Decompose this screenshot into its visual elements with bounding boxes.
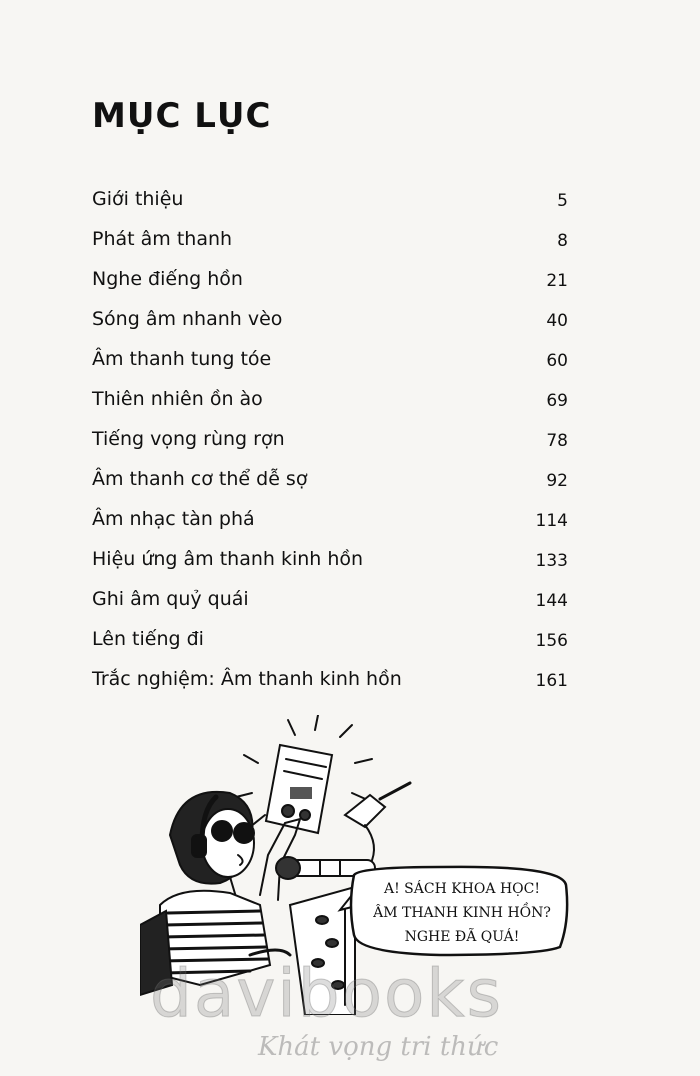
bubble-line-3: NGHE ĐÃ QUÁ! bbox=[404, 929, 520, 945]
toc-entry-page: 5 bbox=[557, 191, 568, 211]
bubble-line-1: A! SÁCH KHOA HỌC! bbox=[384, 881, 540, 897]
toc-entry-title: Âm thanh cơ thể dễ sợ bbox=[92, 468, 308, 490]
toc-entry[interactable] bbox=[92, 424, 568, 464]
toc-entry[interactable] bbox=[92, 344, 568, 384]
page-title: MỤC LỤC bbox=[92, 96, 272, 136]
toc-entry-page: 21 bbox=[546, 271, 568, 291]
toc-entry-title: Giới thiệu bbox=[92, 188, 184, 210]
toc-entry-page: 8 bbox=[557, 231, 568, 251]
toc-entry[interactable] bbox=[92, 624, 568, 664]
toc-entry-title: Lên tiếng đi bbox=[92, 628, 204, 650]
toc-entry-page: 144 bbox=[535, 591, 568, 611]
speech-bubble bbox=[351, 867, 567, 955]
toc-entry[interactable] bbox=[92, 304, 568, 344]
toc-entry-title: Hiệu ứng âm thanh kinh hồn bbox=[92, 548, 364, 570]
toc-entry-page: 69 bbox=[546, 391, 568, 411]
toc-entry[interactable] bbox=[92, 184, 568, 224]
toc-entry-page: 114 bbox=[535, 511, 568, 531]
toc-entry[interactable] bbox=[92, 544, 568, 584]
toc-entry-title: Sóng âm nhanh vèo bbox=[92, 308, 283, 330]
watermark-logo: davibooks bbox=[150, 955, 503, 1032]
toc-entry[interactable] bbox=[92, 264, 568, 304]
toc-entry-page: 92 bbox=[546, 471, 568, 491]
toc-entry-page: 60 bbox=[546, 351, 568, 371]
toc-entry-title: Trắc nghiệm: Âm thanh kinh hồn bbox=[92, 668, 402, 690]
table-of-contents bbox=[92, 184, 568, 704]
toc-entry-title: Âm thanh tung tóe bbox=[92, 348, 272, 370]
toc-entry-title: Phát âm thanh bbox=[92, 228, 233, 250]
toc-entry[interactable] bbox=[92, 464, 568, 504]
toc-entry-title: Tiếng vọng rùng rợn bbox=[92, 428, 285, 450]
toc-entry-page: 133 bbox=[535, 551, 568, 571]
toc-entry[interactable] bbox=[92, 584, 568, 624]
watermark-tagline: Khát vọng tri thức bbox=[258, 1032, 499, 1062]
toc-entry-page: 156 bbox=[535, 631, 568, 651]
toc-entry-page: 78 bbox=[546, 431, 568, 451]
toc-entry[interactable] bbox=[92, 504, 568, 544]
toc-entry[interactable] bbox=[92, 384, 568, 424]
toc-entry-title: Thiên nhiên ồn ào bbox=[92, 388, 263, 410]
bubble-line-2: ÂM THANH KINH HỒN? bbox=[373, 905, 551, 921]
toc-entry-title: Nghe điếng hồn bbox=[92, 268, 243, 290]
toc-entry-title: Âm nhạc tàn phá bbox=[92, 508, 255, 530]
toc-entry[interactable] bbox=[92, 224, 568, 264]
toc-entry-page: 40 bbox=[546, 311, 568, 331]
toc-entry[interactable] bbox=[92, 664, 568, 704]
toc-entry-page: 161 bbox=[535, 671, 568, 691]
toc-entry-title: Ghi âm quỷ quái bbox=[92, 588, 249, 610]
